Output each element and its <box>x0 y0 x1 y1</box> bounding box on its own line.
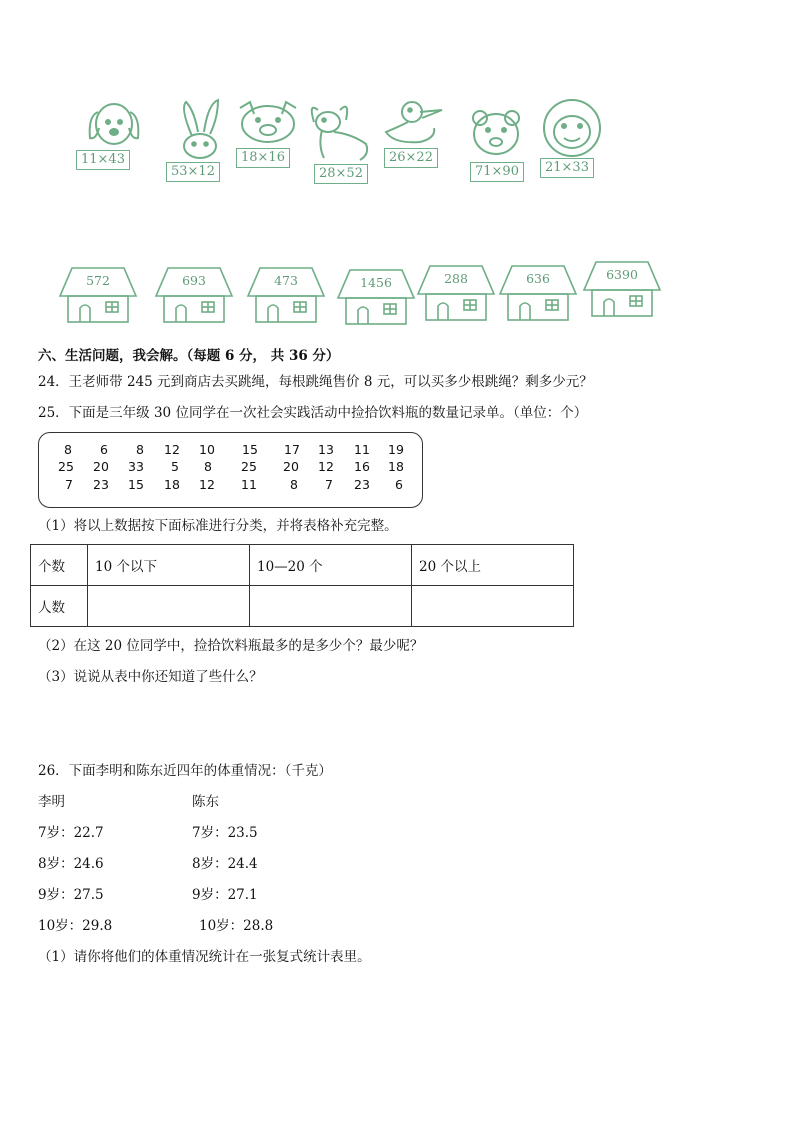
house-number: 6390 <box>606 267 638 282</box>
table-row <box>31 545 574 586</box>
table-cell: 10—20 个 <box>250 545 412 586</box>
house-number: 473 <box>274 273 298 288</box>
data-cell: 12 <box>164 442 180 457</box>
animal-goat <box>304 98 384 198</box>
table-cell: 20 个以上 <box>412 545 574 586</box>
question-26: 26．下面李明和陈东近四年的体重情况：（千克） <box>38 763 332 779</box>
question-24: 24．王老师带 245 元到商店去买跳绳，每根跳绳售价 8 元，可以买多少根跳绳？剩多少元？ <box>38 374 593 390</box>
data-cell: 11 <box>354 442 370 457</box>
house-number: 693 <box>182 273 206 288</box>
bear-icon <box>466 108 546 168</box>
answer-cell[interactable] <box>250 586 412 627</box>
animal-sign: 26×22 <box>384 148 438 168</box>
weight-row-b: 10岁：28.8 <box>199 918 274 934</box>
weight-row-a: 10岁：29.8 <box>38 918 113 934</box>
animal-sign: 53×12 <box>166 162 220 182</box>
animal-pig <box>234 98 314 198</box>
animal-sign: 11×43 <box>76 150 130 170</box>
data-cell: 18 <box>164 477 180 492</box>
data-cell: 23 <box>354 477 370 492</box>
answer-cell[interactable] <box>412 586 574 627</box>
data-cell: 5 <box>171 459 179 474</box>
question-26-part-1: （1）请你将他们的体重情况统计在一张复式统计表里。 <box>38 949 371 965</box>
animal-sign: 71×90 <box>470 162 524 182</box>
data-cell: 6 <box>395 477 403 492</box>
data-cell: 12 <box>199 477 215 492</box>
question-25-part-2: （2）在这 20 位同学中，捡拾饮料瓶最多的是多少个？最少呢？ <box>38 638 424 654</box>
classification-table <box>30 544 574 627</box>
table-cell: 个数 <box>31 545 88 586</box>
question-25-part-3: （3）说说从表中你还知道了些什么？ <box>38 669 263 685</box>
house-7 <box>582 258 662 320</box>
weight-row-a: 7岁：22.7 <box>38 825 104 841</box>
data-cell: 23 <box>93 477 109 492</box>
data-cell: 25 <box>58 459 74 474</box>
data-cell: 12 <box>318 459 334 474</box>
animal-duck <box>380 98 460 198</box>
data-record-box <box>38 432 423 508</box>
data-cell: 16 <box>354 459 370 474</box>
weight-row-b: 8岁：24.4 <box>192 856 258 872</box>
animal-monkey <box>538 98 618 198</box>
house-number: 572 <box>86 273 110 288</box>
data-cell: 15 <box>242 442 258 457</box>
name-chen-dong: 陈东 <box>192 794 219 810</box>
animal-sign: 21×33 <box>540 158 594 178</box>
data-cell: 19 <box>388 442 404 457</box>
animal-bear <box>466 108 546 208</box>
animal-sign: 28×52 <box>314 164 368 184</box>
house-1 <box>58 264 138 326</box>
data-cell: 33 <box>128 459 144 474</box>
data-cell: 10 <box>199 442 215 457</box>
answer-cell[interactable] <box>88 586 250 627</box>
data-cell: 6 <box>100 442 108 457</box>
data-cell: 17 <box>284 442 300 457</box>
weight-row-b: 9岁：27.1 <box>192 887 258 903</box>
data-cell: 18 <box>388 459 404 474</box>
question-25: 25．下面是三年级 30 位同学在一次社会实践活动中捡拾饮料瓶的数量记录单。（单位：个） <box>38 405 588 421</box>
house-number: 1456 <box>360 275 392 290</box>
name-li-ming: 李明 <box>38 794 65 810</box>
house-3 <box>246 264 326 326</box>
data-cell: 11 <box>241 477 257 492</box>
weight-row-a: 9岁：27.5 <box>38 887 104 903</box>
data-cell: 25 <box>241 459 257 474</box>
data-cell: 8 <box>204 459 212 474</box>
table-row <box>31 586 574 627</box>
house-number: 636 <box>526 271 550 286</box>
animal-dog <box>74 98 154 198</box>
data-cell: 13 <box>318 442 334 457</box>
data-cell: 7 <box>65 477 73 492</box>
weight-row-a: 8岁：24.6 <box>38 856 104 872</box>
weight-row-b: 7岁：23.5 <box>192 825 258 841</box>
data-cell: 20 <box>283 459 299 474</box>
house-4 <box>336 266 416 328</box>
data-cell: 20 <box>93 459 109 474</box>
table-cell: 10 个以下 <box>88 545 250 586</box>
section-heading: 六、生活问题，我会解。（每题 6 分， 共 36 分） <box>38 348 340 364</box>
data-cell: 8 <box>136 442 144 457</box>
house-6 <box>498 262 578 324</box>
data-cell: 8 <box>64 442 72 457</box>
animal-sign: 18×16 <box>236 148 290 168</box>
house-2 <box>154 264 234 326</box>
data-cell: 15 <box>128 477 144 492</box>
data-cell: 8 <box>290 477 298 492</box>
table-cell: 人数 <box>31 586 88 627</box>
data-cell: 7 <box>325 477 333 492</box>
house-number: 288 <box>444 271 468 286</box>
question-25-part-1: （1）将以上数据按下面标准进行分类，并将表格补充完整。 <box>38 518 398 534</box>
house-5 <box>416 262 496 324</box>
